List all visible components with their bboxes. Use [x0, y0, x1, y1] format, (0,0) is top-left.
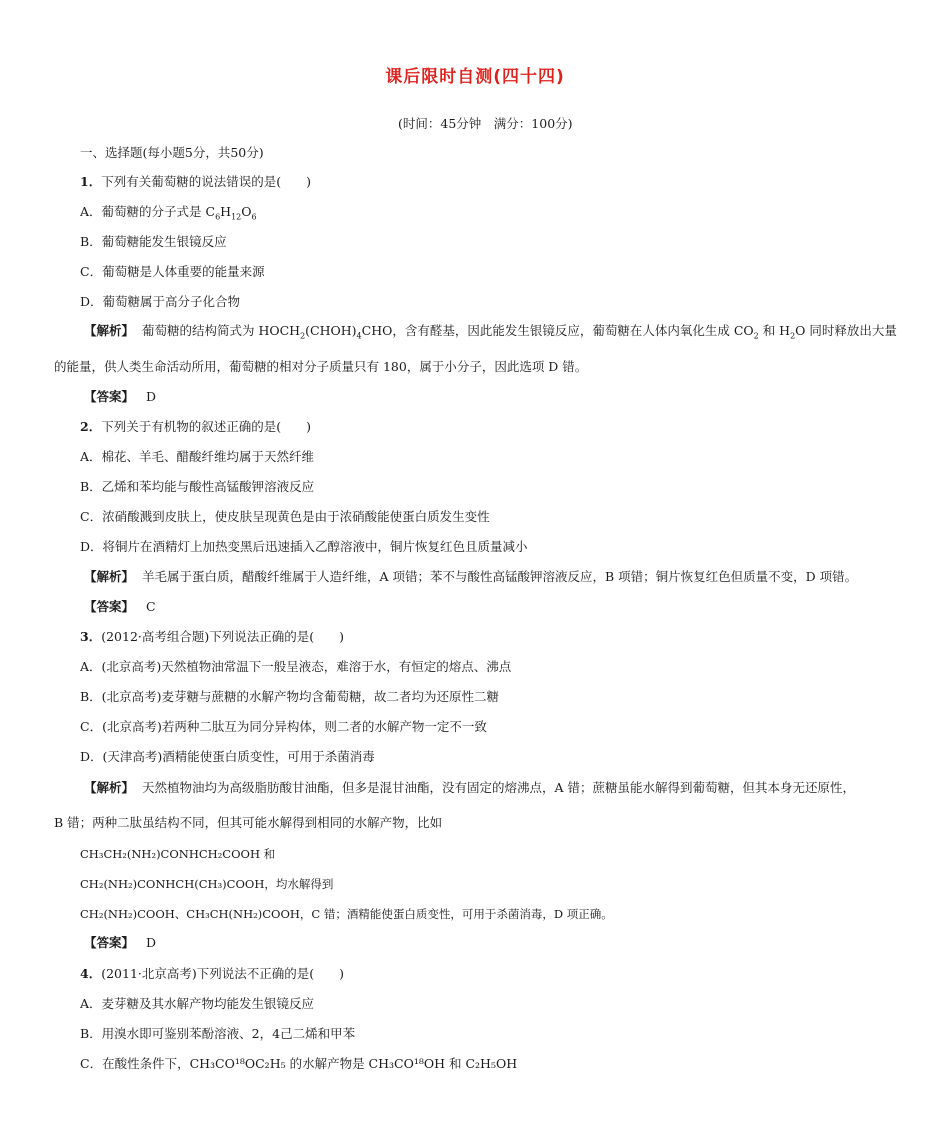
- question-number: 4．: [80, 966, 102, 981]
- analysis-text: O 同时释放出大量: [795, 323, 897, 338]
- analysis-text: 和 H: [762, 323, 791, 338]
- analysis-text: CHO，含有醛基，因此能发生银镜反应，葡萄糖在人体内氧化生成 CO: [361, 323, 754, 338]
- question-1: [80, 174, 311, 190]
- option-d: D．将铜片在酒精灯上加热变黑后迅速插入乙醇溶液中，铜片恢复红色且质量减小: [80, 539, 528, 554]
- analysis-3-line: [84, 780, 855, 796]
- answer-value: C: [145, 599, 156, 614]
- option-b: B．乙烯和苯均能与酸性高锰酸钾溶液反应: [80, 479, 315, 494]
- exam-meta: (时间：45分钟 满分：100分): [398, 116, 573, 131]
- analysis-text: 羊毛属于蛋白质，醋酸纤维属于人造纤维，A 项错；苯不与酸性高锰酸钾溶液反应，B 项错；铜片恢复红色但质量不变，D 项错。: [141, 569, 858, 584]
- analysis-tag: 【解析】: [84, 780, 135, 795]
- answer-1: [84, 389, 156, 405]
- answer-tag: 【答案】: [84, 389, 135, 404]
- option-c: C．(北京高考)若两种二肽互为同分异构体，则二者的水解产物一定不一致: [80, 719, 487, 734]
- question-number: 3．: [80, 629, 102, 644]
- question-number: 1．: [80, 174, 102, 189]
- option-text: A．葡萄糖的分子式是 C: [80, 204, 216, 219]
- answer-tag: 【答案】: [84, 599, 135, 614]
- option-d: D．(天津高考)酒精能使蛋白质变性，可用于杀菌消毒: [80, 749, 375, 764]
- question-stem: 下列关于有机物的叙述正确的是( ): [101, 419, 311, 434]
- option-b: B．葡萄糖能发生银镜反应: [80, 234, 227, 249]
- formula-line-2: CH₂(NH₂)CONHCH(CH₃)COOH，均水解得到: [80, 877, 334, 891]
- option-b: B．(北京高考)麦芽糖与蔗糖的水解产物均含葡萄糖，故二者均为还原性二糖: [80, 689, 499, 704]
- option-a: A．(北京高考)天然植物油常温下一般呈液态，难溶于水，有恒定的熔点、沸点: [80, 659, 512, 674]
- question-stem: (2011·北京高考)下列说法不正确的是( ): [101, 966, 344, 981]
- question-3: [80, 629, 344, 645]
- answer-3: [84, 935, 156, 951]
- answer-value: D: [145, 935, 156, 950]
- question-4: [80, 966, 344, 982]
- option-a: A．棉花、羊毛、醋酸纤维均属于天然纤维: [80, 449, 315, 464]
- option-c: C．葡萄糖是人体重要的能量来源: [80, 264, 265, 279]
- option-b: B．用溴水即可鉴别苯酚溶液、2，4己二烯和甲苯: [80, 1026, 356, 1041]
- analysis-tag: 【解析】: [84, 569, 135, 584]
- question-stem: 下列有关葡萄糖的说法错误的是( ): [101, 174, 311, 189]
- analysis-2-line: [84, 569, 857, 585]
- question-number: 2．: [80, 419, 102, 434]
- option-c: C．浓硝酸溅到皮肤上，使皮肤呈现黄色是由于浓硝酸能使蛋白质发生变性: [80, 509, 490, 524]
- answer-value: D: [145, 389, 156, 404]
- page-title: 课后限时自测(四十四): [385, 67, 565, 87]
- analysis-3-continued: B 错；两种二肽虽结构不同，但其可能水解得到相同的水解产物，比如: [54, 815, 443, 830]
- formula-line-3: CH₂(NH₂)COOH、CH₃CH(NH₂)COOH，C 错；酒精能使蛋白质变性，可用于杀菌消毒，D 项正确。: [80, 907, 613, 921]
- analysis-1-continued: 的能量，供人类生命活动所用，葡萄糖的相对分子质量只有 180，属于小分子，因此选项 D 错。: [54, 359, 588, 374]
- option-d: D．葡萄糖属于高分子化合物: [80, 294, 241, 309]
- answer-tag: 【答案】: [84, 935, 135, 950]
- analysis-text: (CHOH): [305, 323, 357, 338]
- question-2: [80, 419, 311, 435]
- section-heading: 一、选择题(每小题5分，共50分): [80, 145, 264, 160]
- analysis-1-line: 【解析】 葡萄糖的结构简式为 $HOCH_2(CHOH)_4CHO$，含有醛基，因此能发生银镜反应，葡萄糖在人体内氧化生成 $CO_2$ 和 $H_2O$ 同时释放出大量: [84, 323, 897, 341]
- analysis-text: 葡萄糖的结构简式为 HOCH: [141, 323, 301, 338]
- answer-2: [84, 599, 156, 615]
- analysis-tag: 【解析】: [84, 323, 135, 338]
- option-a: A．麦芽糖及其水解产物均能发生银镜反应: [80, 996, 315, 1011]
- question-stem: (2012·高考组合题)下列说法正确的是( ): [101, 629, 344, 644]
- formula-line-1: CH₃CH₂(NH₂)CONHCH₂COOH 和: [80, 847, 276, 861]
- analysis-text: 天然植物油均为高级脂肪酸甘油酯，但多是混甘油酯，没有固定的熔沸点，A 错；蔗糖虽能水解得到葡萄糖，但其本身无还原性，: [141, 780, 855, 795]
- option-c: C．在酸性条件下，CH₃CO¹⁸OC₂H₅ 的水解产物是 CH₃CO¹⁸OH 和 C₂H₅OH: [80, 1056, 518, 1071]
- option-a: A．葡萄糖的分子式是 $C_6H_{12}O_6$: [80, 204, 257, 222]
